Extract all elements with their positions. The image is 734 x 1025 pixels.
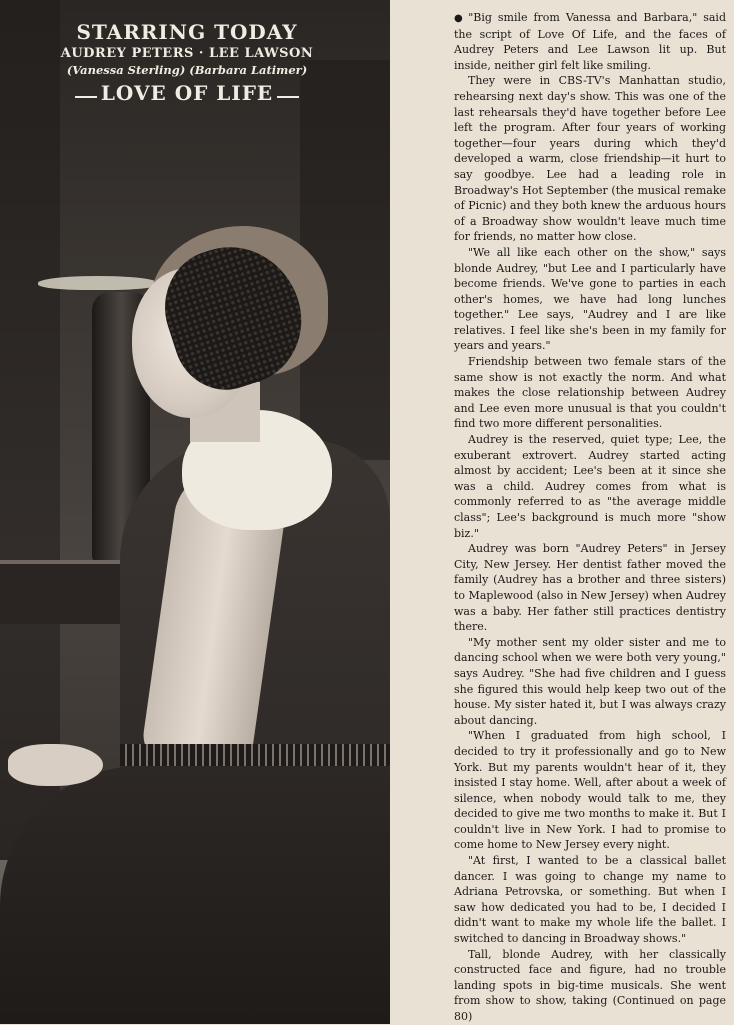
- paragraph-text: "Big smile from Vanessa and Barbara," said the script of Love Of Life, and the faces of Audrey Peters and Lee Lawson lit up. But inside, neither girl felt like smiling.: [454, 11, 726, 72]
- dotted-belt: [120, 744, 390, 766]
- article-paragraph: Audrey was born "Audrey Peters" in Jersey City, New Jersey. Her dentist father moved the family (Audrey has a brother and three sisters) to Maplewood (also in New Jersey) when Audrey was a baby. Her father still practices dentistry there.: [454, 542, 726, 634]
- title-rule-right: [277, 96, 299, 98]
- article-paragraph: They were in CBS-TV's Manhattan studio, rehearsing next day's show. This was one of the last rehearsals they'd have together before Lee left the program. After four years of working together—four years during which they'd developed a warm, close friendship—it hurt to say goodbye. Lee had a leading role in Broadway's Hot September (the musical remake of Picnic) and they both knew the arduous hours of a Broadway show wouldn't leave much time for friends, no matter how close.: [454, 74, 726, 244]
- article-paragraph: Audrey is the reserved, quiet type; Lee, the exuberant extrovert. Audrey started acting almost by accident; Lee's been at it since she was a child. Audrey comes from what is commonly referred to as "the average middle class"; Lee's background is much more "show biz.": [454, 433, 726, 540]
- article-paragraph: "At first, I wanted to be a classical ballet dancer. I was going to change my name to Adriana Petrovska, or something. But when I saw how dedicated you had to be, I decided I didn't want to make my whole life the ballet. I switched to dancing in Broadway shows.": [454, 854, 726, 946]
- woman-hand: [8, 744, 103, 786]
- show-title-text: LOVE OF LIFE: [100, 81, 274, 105]
- article-paragraph: Tall, blonde Audrey, with her classically constructed face and figure, had no trouble landing spots in big-time musicals. She went from show to show, taking (Continued on page 80): [454, 947, 726, 1023]
- dress-skirt: [0, 766, 390, 1024]
- article-paragraph: "My mother sent my older sister and me to dancing school when we were both very young," says Audrey. "She had five children and I guess she figured this would help keep two out of the house. My sister hated it, but I was always crazy about dancing.: [454, 635, 726, 727]
- feature-heading: STARRING TODAY: [76, 20, 298, 44]
- feature-title-block: [56, 20, 318, 105]
- lamp-shade: [38, 276, 158, 290]
- title-rule-left: [75, 96, 97, 98]
- star-names: AUDREY PETERS · LEE LAWSON: [60, 46, 314, 61]
- article-paragraph: [454, 10, 726, 73]
- article-paragraph: "When I graduated from high school, I decided to try it professionally and go to New York. But my parents wouldn't hear of it, they insisted I stay home. Well, after about a week of silence, when nobody would talk to me, they decided to give me two months to make it. But I couldn't live in New York. I had to promise to come home to New Jersey every night.: [454, 729, 726, 852]
- character-names: (Vanessa Sterling) (Barbara Latimer): [66, 63, 308, 77]
- show-title: [56, 81, 318, 105]
- article-column: [454, 10, 726, 1023]
- article-paragraph: Friendship between two female stars of the same show is not exactly the norm. And what makes the close relationship between Audrey and Lee even more unusual is that you couldn't find two more different personalities.: [454, 355, 726, 431]
- article-paragraph: "We all like each other on the show," says blonde Audrey, "but Lee and I particularly have become friends. We've gone to parties in each other's homes, we have had long lunches together." Lee says, "Audrey and I are like relatives. I feel like she's been in my family for years and years.": [454, 245, 726, 353]
- bullet-icon: ●: [454, 13, 466, 24]
